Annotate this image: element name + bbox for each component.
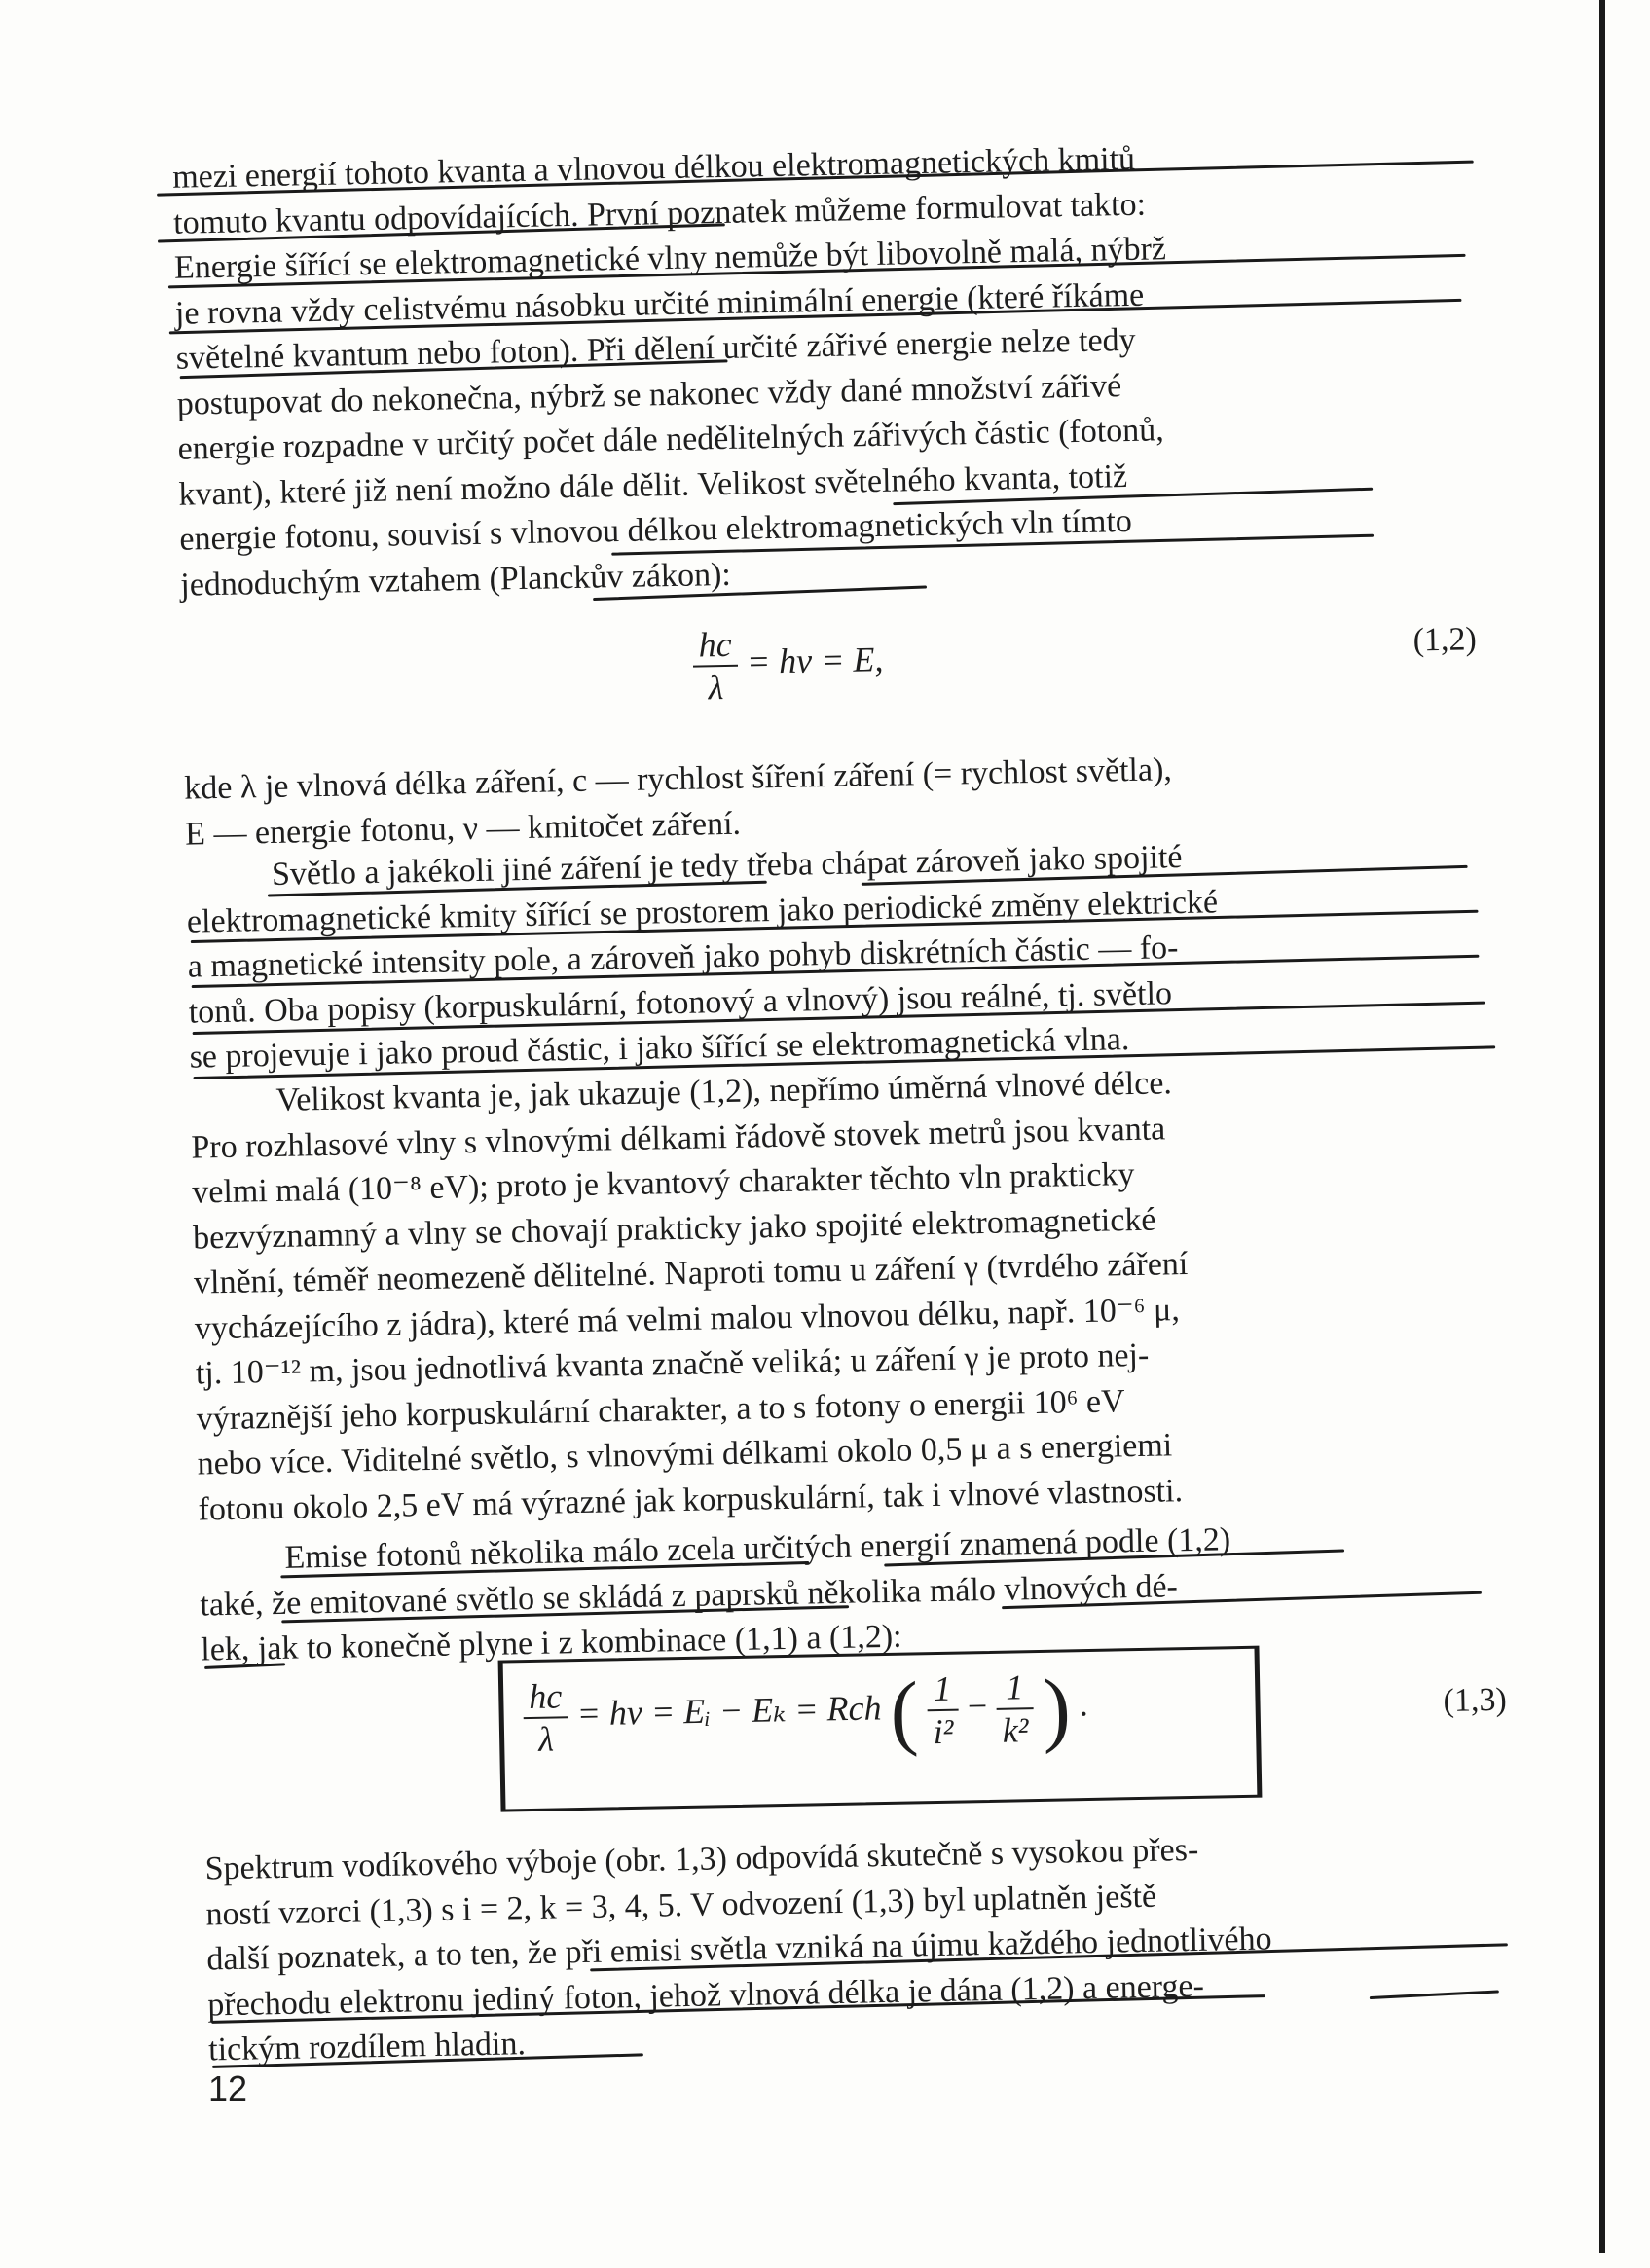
fraction-numerator: 1 xyxy=(995,1666,1034,1710)
text-line: a magnetické intensity pole, a zároveň jako pohyb diskrétních částic — fo- xyxy=(187,930,1179,985)
text-line: fotonu okolo 2,5 eV má výrazné jak korpuskulární, tak i vlnové vlastnosti. xyxy=(198,1472,1184,1528)
text-line: Emise fotonů několika málo zcela určitých energií znamená podle (1,2) xyxy=(284,1521,1231,1576)
text-line: Spektrum vodíkového výboje (obr. 1,3) odpovídá skutečně s vysokou přes- xyxy=(204,1831,1199,1887)
text-line: Pro rozhlasové vlny s vlnovými délkami řádově stovek metrů jsou kvanta xyxy=(191,1110,1166,1166)
text-line: tickým rozdílem hladin. xyxy=(207,2026,527,2068)
left-paren: ( xyxy=(889,1664,920,1758)
text-line: mezi energií tohoto kvanta a vlnovou délkou elektromagnetických kmitů xyxy=(171,140,1136,196)
text-line: ností vzorci (1,3) s i = 2, k = 3, 4, 5. V odvození (1,3) byl uplatněn ještě xyxy=(205,1878,1157,1932)
text-line: další poznatek, a to ten, že při emisi světla vzniká na újmu každého jednotlivého xyxy=(206,1920,1272,1978)
equation-rest: = hν = E, xyxy=(746,640,884,681)
text-line: elektromagnetické kmity šířící se prostorem jako periodické změny elektrické xyxy=(186,883,1219,940)
fraction-numerator: 1 xyxy=(926,1668,959,1712)
text-line: energie fotonu, souvisí s vlnovou délkou elektromagnetických vln tímto xyxy=(179,502,1133,558)
text-line: Velikost kvanta je, jak ukazuje (1,2), nepřímo úměrná vlnové délce. xyxy=(275,1065,1173,1118)
fraction-numerator: hc xyxy=(692,624,738,668)
text-line: tomuto kvantu odpovídajících. První poznatek můžeme formulovat takto: xyxy=(172,186,1147,241)
period: . xyxy=(1079,1684,1089,1724)
fraction-denominator: k² xyxy=(1002,1710,1029,1750)
text-line: přechodu elektronu jediný foton, jehož vlnová délka je dána (1,2) a energe- xyxy=(206,1967,1205,2023)
text-line: se projevuje i jako proud částic, i jako šířící se elektromagnetická vlna. xyxy=(189,1021,1130,1076)
text-line: Energie šířící se elektromagnetické vlny nemůže být libovolně malá, nýbrž xyxy=(173,231,1167,286)
text-line: velmi malá (10⁻⁸ eV); proto je kvantový charakter těchto vln prakticky xyxy=(191,1156,1135,1211)
equation-number: (1,3) xyxy=(1443,1681,1508,1720)
fraction-numerator: hc xyxy=(523,1675,568,1719)
text-line: světelné kvantum nebo foton). Při dělení určité zářivé energie nelze tedy xyxy=(175,321,1136,377)
text-line: lek, jak to konečně plyne i z kombinace (1,1) a (1,2): xyxy=(200,1618,902,1668)
text-line: vlnění, téměř neomezeně dělitelné. Naproti tomu u záření γ (tvrdého záření xyxy=(193,1245,1189,1301)
text-line: nebo více. Viditelné světlo, s vlnovými délkami okolo 0,5 μ a s energiemi xyxy=(197,1427,1173,1482)
text-line: Světlo a jakékoli jiné záření je tedy třeba chápat zároveň jako spojité xyxy=(271,839,1183,893)
text-line: bezvýznamný a vlny se chovají prakticky jako spojité elektromagnetické xyxy=(192,1201,1156,1257)
page-number: 12 xyxy=(208,2068,248,2108)
minus-sign: − xyxy=(967,1686,997,1726)
text-line: energie rozpadne v určitý počet dále nedělitelných zářivých částic (fotonů, xyxy=(177,412,1165,467)
text-line: výraznější jeho korpuskulární charakter, a to s fotony o energii 10⁶ eV xyxy=(196,1382,1125,1438)
text-line: kde λ je vlnová délka záření, c — rychlost šíření záření (= rychlost světla), xyxy=(183,751,1173,807)
text-line: postupovat do nekonečna, nýbrž se nakonec vždy dané množství zářivé xyxy=(176,367,1122,422)
equation-middle: = hν = Eᵢ − Eₖ = Rch xyxy=(576,1688,882,1734)
text-line: také, že emitované světlo se skládá z paprsků několika málo vlnových dé- xyxy=(200,1567,1179,1624)
fraction-denominator: λ xyxy=(537,1719,555,1759)
text-line: tj. 10⁻¹² m, jsou jednotlivá kvanta značně veliká; u záření γ je proto nej- xyxy=(195,1336,1150,1392)
fraction-denominator: λ xyxy=(708,668,724,708)
right-paren: ) xyxy=(1042,1661,1072,1755)
text-line: E — energie fotonu, ν — kmitočet záření. xyxy=(184,805,742,853)
text-line: tonů. Oba popisy (korpuskulární, fotonový a vlnový) jsou reálné, tj. světlo xyxy=(188,974,1173,1031)
text-line: vycházejícího z jádra), které má velmi malou vlnovou délku, např. 10⁻⁶ μ, xyxy=(194,1291,1181,1347)
text-line: jednoduchým vztahem (Planckův zákon): xyxy=(179,556,732,604)
text-line: kvant), které již není možno dále dělit. Velikost světelného kvanta, totiž xyxy=(178,457,1128,513)
fraction-denominator: i² xyxy=(933,1711,954,1752)
text-line: je rovna vždy celistvému násobku určité minimální energie (které říkáme xyxy=(174,276,1145,332)
equation-number: (1,2) xyxy=(1412,621,1478,659)
